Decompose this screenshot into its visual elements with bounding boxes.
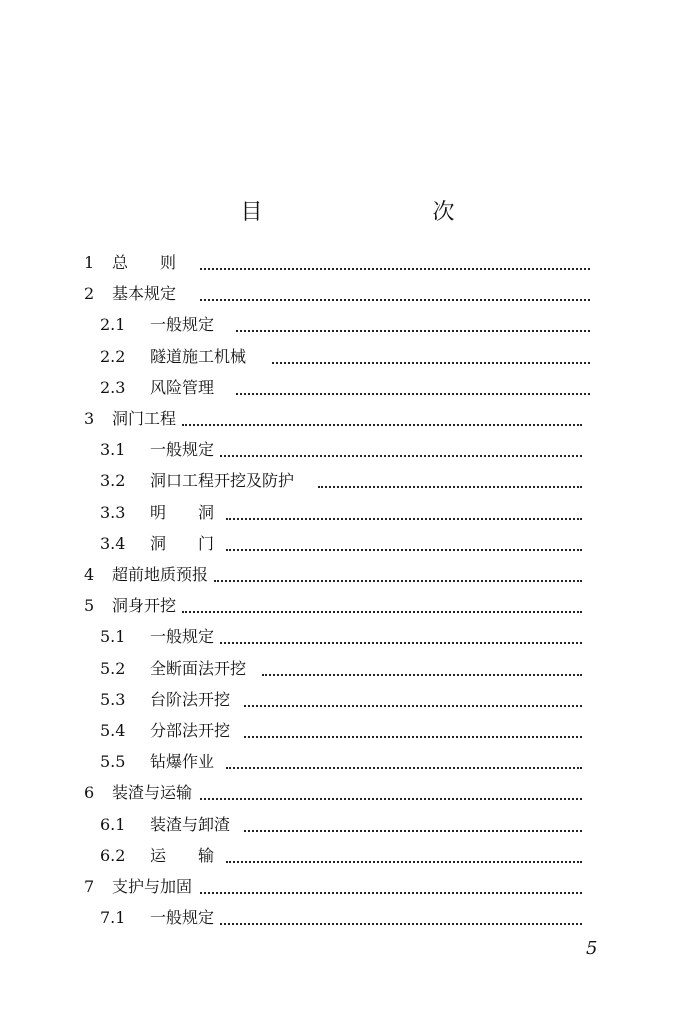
- toc-leader-dots: [214, 578, 582, 582]
- page-number: 5: [586, 938, 598, 959]
- toc-entry-number: 3.2: [100, 471, 126, 490]
- toc-entry-number: 7.1: [100, 908, 126, 927]
- toc-entry-title: 洞门工程: [112, 409, 177, 428]
- toc-entry-number: 2.1: [100, 315, 126, 334]
- toc-entry-number: 5.4: [100, 721, 126, 740]
- toc-entry-number: 3: [84, 409, 95, 428]
- toc-entry-number: 2.3: [100, 378, 126, 397]
- toc-leader-dots: [236, 391, 590, 395]
- toc-leader-dots: [226, 547, 582, 551]
- toc-entry-title: 洞 门: [150, 534, 215, 553]
- toc-entry-title: 总 则: [112, 253, 177, 272]
- toc-leader-dots: [262, 672, 582, 676]
- toc-leader-dots: [200, 266, 590, 270]
- toc-entry-number: 4: [84, 565, 95, 584]
- page-title: 目 次: [240, 200, 497, 225]
- toc-leader-dots: [226, 516, 582, 520]
- toc-entry-number: 5.5: [100, 752, 126, 771]
- toc-entry-title: 钻爆作业: [150, 752, 215, 771]
- toc-entry-number: 5: [84, 596, 95, 615]
- toc-entry-number: 6.1: [100, 815, 126, 834]
- toc-entry-title: 一般规定: [150, 440, 215, 459]
- toc-leader-dots: [220, 453, 582, 457]
- toc-entry-title: 一般规定: [150, 627, 215, 646]
- toc-entry-number: 5.3: [100, 690, 126, 709]
- toc-leader-dots: [244, 734, 582, 738]
- toc-entry-title: 装渣与卸渣: [150, 815, 231, 834]
- toc-leader-dots: [236, 328, 590, 332]
- toc-leader-dots: [200, 297, 590, 301]
- toc-leader-dots: [244, 703, 582, 707]
- toc-leader-dots: [244, 828, 582, 832]
- toc-leader-dots: [272, 360, 590, 364]
- toc-entry-title: 风险管理: [150, 378, 215, 397]
- toc-leader-dots: [182, 609, 582, 613]
- toc-entry-title: 洞口工程开挖及防护: [150, 471, 295, 490]
- toc-entry-title: 隧道施工机械: [150, 347, 247, 366]
- toc-entry-number: 5.1: [100, 627, 126, 646]
- toc-entry-title: 一般规定: [150, 908, 215, 927]
- toc-entry-title: 基本规定: [112, 284, 177, 303]
- toc-entry-title: 全断面法开挖: [150, 659, 247, 678]
- toc-entry-number: 2: [84, 284, 95, 303]
- toc-entry-number: 3.4: [100, 534, 126, 553]
- toc-entry-number: 6: [84, 783, 95, 802]
- toc-entry-title: 台阶法开挖: [150, 690, 231, 709]
- toc-leader-dots: [200, 890, 582, 894]
- toc-leader-dots: [220, 640, 582, 644]
- toc-entry-title: 洞身开挖: [112, 596, 177, 615]
- toc-entry-number: 6.2: [100, 846, 126, 865]
- toc-leader-dots: [200, 796, 582, 800]
- toc-leader-dots: [182, 422, 582, 426]
- toc-entry-number: 5.2: [100, 659, 126, 678]
- toc-entry-number: 7: [84, 877, 95, 896]
- toc-leader-dots: [226, 765, 582, 769]
- toc-entry-title: 支护与加固: [112, 877, 193, 896]
- toc-entry-title: 运 输: [150, 846, 215, 865]
- toc-entry-title: 分部法开挖: [150, 721, 231, 740]
- toc-entry-number: 3.3: [100, 503, 126, 522]
- toc-entry-number: 3.1: [100, 440, 126, 459]
- toc-leader-dots: [318, 484, 582, 488]
- toc-entry-title: 一般规定: [150, 315, 215, 334]
- toc-entry-title: 装渣与运输: [112, 783, 193, 802]
- toc-leader-dots: [220, 921, 582, 925]
- toc-leader-dots: [226, 859, 582, 863]
- toc-entry-number: 1: [84, 253, 95, 272]
- toc-entry-title: 超前地质预报: [112, 565, 209, 584]
- toc-entry-title: 明 洞: [150, 503, 215, 522]
- toc-entry-number: 2.2: [100, 347, 126, 366]
